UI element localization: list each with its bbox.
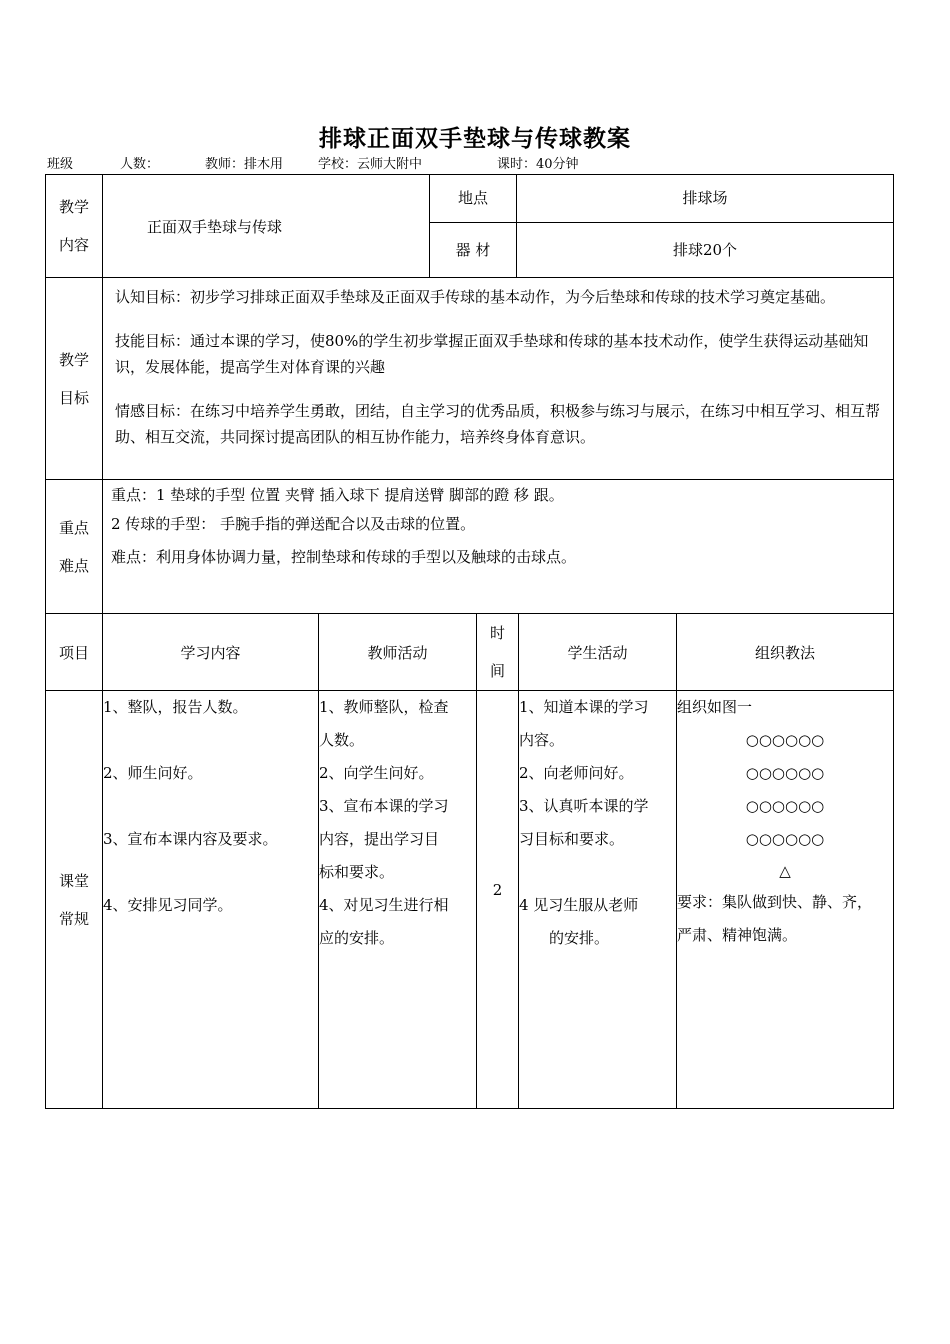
content-line: 4、安排见习同学。 (103, 896, 233, 914)
meta-count: 人数： (120, 157, 160, 172)
teacher-line: 标和要求。 (319, 863, 395, 881)
col-teacher: 教师活动 (319, 614, 477, 691)
teacher-line: 4、对见习生进行相 (319, 896, 449, 914)
equipment-value: 排球20个 (517, 223, 894, 278)
content-line: 2、师生问好。 (103, 764, 203, 782)
equipment-label: 器 材 (430, 223, 517, 278)
lesson-info-table (45, 174, 894, 614)
key-point-1: 重点：1 垫球的手型 位置 夹臂 插入球下 提肩送臂 脚部的蹬 移 跟。 (111, 486, 564, 504)
goal-cognitive: 认知目标：初步学习排球正面双手垫球及正面双手传球的基本动作，为今后垫球和传球的技术学习奠定基础。 (115, 288, 836, 306)
student-line: 习目标和要求。 (519, 830, 625, 848)
key-point-2: 2 传球的手型： 手腕手指的弹送配合以及击球的位置。 (111, 515, 476, 533)
content-line: 3、宣布本课内容及要求。 (103, 830, 278, 848)
teacher-line: 内容，提出学习目 (319, 830, 440, 848)
student-line: 4 见习生服从老师 (519, 896, 639, 914)
formation-row: ○○○○○○ (745, 764, 825, 782)
teacher-line: 3、宣布本课的学习 (319, 797, 449, 815)
meta-teacher: 教师：排木用 (205, 157, 284, 172)
teacher-line: 应的安排。 (319, 929, 395, 947)
routine-student (519, 691, 677, 1109)
student-line: 2、向老师问好。 (519, 764, 634, 782)
place-value: 排球场 (517, 175, 894, 223)
routine-time: 2 (477, 691, 519, 1109)
formation-row: ○○○○○○ (745, 830, 825, 848)
meta-duration: 课时：40分钟 (497, 157, 579, 172)
col-content: 学习内容 (103, 614, 319, 691)
document-title: 排球正面双手垫球与传球教案 (319, 125, 631, 152)
routine-label: 课堂 常规 (46, 691, 103, 1109)
student-line: 内容。 (519, 731, 565, 749)
teacher-line: 2、向学生问好。 (319, 764, 434, 782)
col-item: 项目 (46, 614, 103, 691)
student-line: 3、认真听本课的学 (519, 797, 649, 815)
goal-skill: 技能目标：通过本课的学习，使80%的学生初步掌握正面双手垫球和传球的基本技术动作，使学生获得运动基础知识，发展体能，提高学生对体育课的兴趣 (115, 332, 869, 376)
meta-school: 学校：云师大附中 (318, 157, 423, 172)
routine-teacher (319, 691, 477, 1109)
student-line: 1、知道本课的学习 (519, 698, 649, 716)
teacher-line: 人数。 (319, 731, 365, 749)
teacher-triangle-icon: △ (779, 862, 791, 880)
goals-cell (103, 278, 894, 480)
content-line: 1、整队，报告人数。 (103, 698, 248, 716)
key-points-label: 重点 难点 (46, 480, 103, 614)
meta-class: 班级 (47, 157, 74, 172)
goals-label: 教学 目标 (46, 278, 103, 480)
method-requirement: 严肃、精神饱满。 (677, 926, 798, 944)
method-title: 组织如图一 (677, 698, 753, 716)
col-method: 组织教法 (677, 614, 894, 691)
routine-method (677, 691, 894, 1109)
difficulty: 难点：利用身体协调力量，控制垫球和传球的手型以及触球的击球点。 (111, 548, 577, 566)
content-value: 正面双手垫球与传球 (103, 175, 430, 278)
routine-content (103, 691, 319, 1109)
method-requirement: 要求：集队做到快、静、齐， (677, 893, 873, 911)
goal-emotion: 情感目标：在练习中培养学生勇敢，团结，自主学习的优秀品质，积极参与练习与展示，在练习中相互学习、相互帮助、相互交流，共同探讨提高团队的相互协作能力，培养终身体育意识。 (115, 402, 881, 446)
lesson-process-table (45, 613, 894, 1109)
key-points-cell (103, 480, 894, 614)
content-label: 教学 内容 (46, 175, 103, 278)
teacher-line: 1、教师整队，检查 (319, 698, 449, 716)
formation-row: ○○○○○○ (745, 797, 825, 815)
student-line: 的安排。 (549, 929, 610, 947)
col-time: 时 间 (477, 614, 519, 691)
place-label: 地点 (430, 175, 517, 223)
formation-row: ○○○○○○ (745, 731, 825, 749)
col-student: 学生活动 (519, 614, 677, 691)
